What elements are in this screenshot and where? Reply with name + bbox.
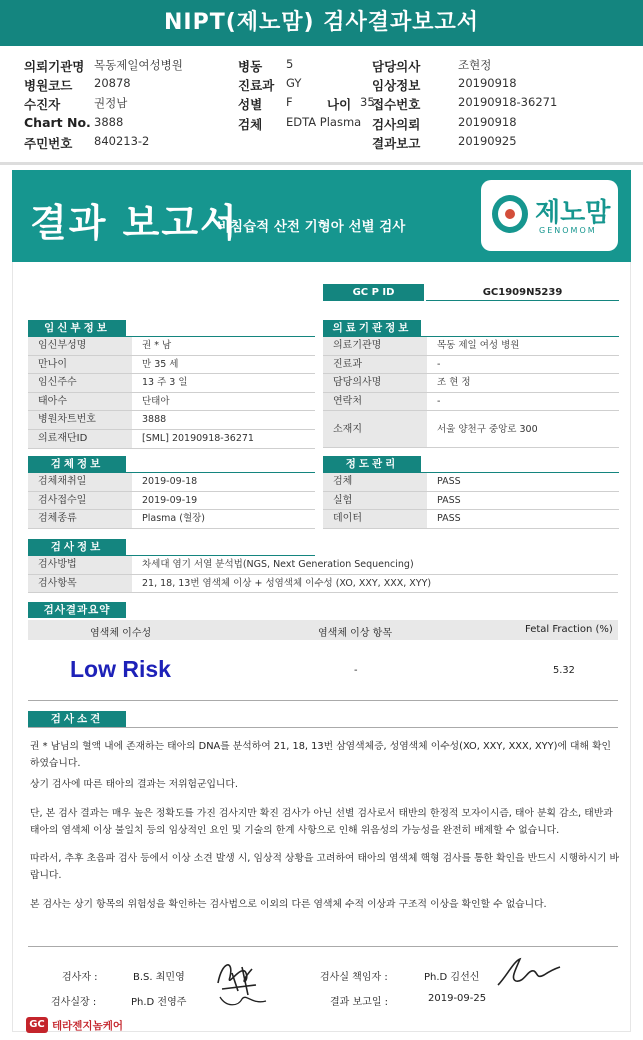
- header-field-value: 840213-2: [94, 134, 150, 148]
- header-field-label: 임상정보: [372, 78, 421, 93]
- header-field-label: 병원코드: [24, 78, 73, 93]
- tester-name: B.S. 최민영: [133, 972, 185, 983]
- institution-row: [323, 337, 619, 356]
- risk-result: Low Risk: [70, 656, 171, 682]
- gc-logo-icon: GC: [26, 1017, 48, 1033]
- patient-row: [28, 411, 315, 430]
- patient-row-label: 의료재단ID: [28, 430, 132, 449]
- header-field-value: 20190918: [458, 115, 517, 129]
- tester-signature: [212, 955, 272, 1010]
- header-field-value: 3888: [94, 115, 124, 129]
- patient-info-tag: 임신부정보: [28, 320, 126, 336]
- patient-row: [28, 356, 315, 375]
- signature-divider: [28, 946, 618, 947]
- patient-row: [28, 393, 315, 412]
- report-date-label: 결과 보고일 :: [330, 997, 389, 1008]
- summary-col-fetal-fraction: Fetal Fraction (%): [525, 624, 613, 635]
- header-field-value: 20190918-36271: [458, 95, 558, 109]
- header-field-label: 성별: [238, 97, 263, 112]
- report-date: 2019-09-25: [428, 993, 487, 1004]
- header-field-label: Chart No.: [24, 115, 91, 130]
- header-field-label: 주민번호: [24, 136, 73, 151]
- institution-info-tag: 의료기관정보: [323, 320, 421, 336]
- header-field-label: 의뢰기관명: [24, 59, 85, 74]
- institution-row-value: -: [437, 358, 441, 370]
- patient-row: [28, 374, 315, 393]
- specimen-row-label: 검체종류: [28, 510, 132, 529]
- patient-row-value: [SML] 20190918-36271: [142, 433, 254, 444]
- summary-col-abnormal-item: 염색체 이상 항목: [318, 628, 392, 639]
- institution-row-value: -: [437, 395, 441, 407]
- test-row-value: 차세대 염기 서열 분석법(NGS, Next Generation Sequencing): [142, 559, 414, 570]
- report-title: NIPT(제노맘) 검사결과보고서: [0, 0, 643, 46]
- logo-text: 제노맘: [535, 198, 611, 228]
- patient-row-label: 태아수: [28, 393, 132, 412]
- institution-row: [323, 356, 619, 375]
- test-row-label: 검사방법: [28, 556, 132, 575]
- header-field-value: 20878: [94, 76, 131, 90]
- patient-row-value: 권 * 남: [142, 340, 172, 351]
- header-field-value: 목동제일여성병원: [94, 58, 183, 72]
- summary-header-row: [28, 620, 618, 640]
- patient-row: [28, 430, 315, 449]
- patient-row-value: 13 주 3 일: [142, 377, 188, 389]
- logo-subtext: GENOMOM: [539, 226, 597, 235]
- gcp-id-value: GC1909N5239: [426, 284, 619, 301]
- summary-tag: 검사결과요약: [28, 602, 126, 618]
- specimen-row-label: 검체채취일: [28, 473, 132, 492]
- manager-label: 검사실 책임자 :: [320, 972, 388, 983]
- qc-row-label: 검체: [323, 473, 427, 492]
- test-info-tag: 검사정보: [28, 539, 126, 555]
- qc-row: [323, 492, 619, 511]
- test-row: [28, 556, 618, 575]
- director-name: Ph.D 전영주: [131, 997, 187, 1008]
- header-age-label: 나이: [327, 97, 352, 112]
- row-divider: [28, 528, 315, 529]
- header-field-value: 권정남: [94, 96, 128, 110]
- header-field-value: F: [286, 95, 293, 109]
- qc-row-value: PASS: [437, 476, 461, 487]
- header-field-value: 5: [286, 57, 294, 71]
- qc-row: [323, 473, 619, 492]
- qc-row-value: PASS: [437, 513, 461, 525]
- header-field-label: 병동: [238, 59, 263, 74]
- specimen-row-label: 검사접수일: [28, 492, 132, 511]
- genomom-logo-icon: [492, 195, 528, 233]
- institution-row-label: 연락처: [323, 393, 427, 412]
- patient-row-label: 임신주수: [28, 374, 132, 393]
- row-divider: [323, 528, 619, 529]
- institution-row-label: 진료과: [323, 356, 427, 375]
- genomom-logo: [481, 180, 618, 251]
- manager-signature: [494, 955, 564, 991]
- specimen-row: [28, 492, 315, 511]
- header-field-label: 접수번호: [372, 97, 421, 112]
- qc-row-label: 데이터: [323, 510, 427, 529]
- header-field-label: 담당의사: [372, 59, 421, 74]
- institution-row-value: 서울 양천구 중앙로 300: [437, 424, 538, 436]
- specimen-row: [28, 510, 315, 529]
- tester-label: 검사자 :: [62, 972, 98, 983]
- patient-row-label: 병원차트번호: [28, 411, 132, 430]
- test-row: [28, 575, 618, 594]
- summary-divider: [28, 700, 618, 701]
- patient-row: [28, 337, 315, 356]
- header-field-value: 20190925: [458, 134, 517, 148]
- header-field-label: 결과보고: [372, 136, 421, 151]
- header-field-label: 진료과: [238, 78, 275, 93]
- row-divider: [28, 592, 618, 593]
- director-label: 검사실장 :: [51, 997, 97, 1008]
- findings-paragraph-4: 따라서, 추후 초음파 검사 등에서 이상 소견 발생 시, 임상적 상황을 고려하여 태아의 염색체 핵형 검사를 통한 확인을 반드시 시행하시기 바랍니다.: [30, 853, 620, 881]
- manager-name: Ph.D 김선신: [424, 972, 480, 983]
- row-divider: [323, 447, 619, 448]
- findings-paragraph-1: 권 * 남님의 혈액 내에 존재하는 태아의 DNA를 분석하여 21, 18, 13번 삼염색체증, 성염색체 이수성(XO, XXY, XXX, XYY)에 대해 확인하였습니다.: [30, 741, 612, 769]
- patient-row-label: 만나이: [28, 356, 132, 375]
- institution-row-value: 목동 제일 여성 병원: [437, 340, 520, 351]
- company-name: 테라젠지놈케어: [52, 1020, 124, 1032]
- header-age-value: 35: [360, 95, 375, 109]
- summary-col-aneuploidy: 염색체 이수성: [90, 628, 152, 639]
- qc-row-value: PASS: [437, 494, 461, 506]
- patient-row-value: 3888: [142, 414, 167, 426]
- institution-row-value: 조 현 정: [437, 377, 471, 389]
- qc-row-label: 실험: [323, 492, 427, 511]
- findings-paragraph-5: 본 검사는 상기 항목의 위험성을 확인하는 검사법으로 이외의 다른 염색체 수적 이상과 구조적 이상을 확인할 수 없습니다.: [30, 899, 547, 910]
- summary-abnormal-item: -: [354, 665, 358, 676]
- banner-title: 결과 보고서: [30, 201, 239, 245]
- specimen-row-value: 2019-09-18: [142, 476, 198, 487]
- header-field-label: 검사의뢰: [372, 117, 421, 132]
- header-divider: [0, 162, 643, 165]
- institution-row-label: 담당의사명: [323, 374, 427, 393]
- institution-row: [323, 374, 619, 393]
- findings-tag: 검사소견: [28, 711, 126, 727]
- header-field-label: 수진자: [24, 97, 61, 112]
- institution-row-label: 소재지: [323, 411, 427, 448]
- patient-row-value: 단태아: [142, 395, 170, 407]
- header-field-value: 조현정: [458, 58, 492, 72]
- findings-paragraph-3: 단, 본 검사 결과는 매우 높은 정확도를 가진 검사지만 확진 검사가 아닌 선별 검사로서 태반의 한정적 모자이시즘, 태아 분획 감소, 태반과 태아의 염색체 이상 불일치 등의 임상적인 요인 및 기술의 한계 사항으로 인해 위음성의 가능성을 완전히 배제할 수 없습니다.: [30, 808, 613, 836]
- specimen-row: [28, 473, 315, 492]
- patient-row-value: 만 35 세: [142, 358, 179, 370]
- findings-divider: [28, 727, 618, 728]
- specimen-row-value: Plasma (혈장): [142, 513, 206, 525]
- header-field-value: EDTA Plasma: [286, 115, 362, 129]
- summary-fetal-fraction: 5.32: [553, 665, 575, 676]
- test-row-value: 21, 18, 13번 염색체 이상 + 성염색체 이수성 (XO, XXY, XXX, XYY): [142, 577, 432, 589]
- row-divider: [28, 448, 315, 449]
- qc-row: [323, 510, 619, 529]
- institution-row-label: 의료기관명: [323, 337, 427, 356]
- quality-control-tag: 정도관리: [323, 456, 421, 472]
- header-field-value: GY: [286, 76, 302, 90]
- findings-paragraph-2: 상기 검사에 따른 태아의 결과는 저위험군입니다.: [30, 779, 238, 790]
- gcp-id-label: GC P ID: [323, 284, 424, 301]
- institution-row: [323, 411, 619, 448]
- header-field-label: 검체: [238, 117, 263, 132]
- patient-row-label: 임신부성명: [28, 337, 132, 356]
- specimen-info-tag: 검체정보: [28, 456, 126, 472]
- institution-row: [323, 393, 619, 412]
- test-row-label: 검사항목: [28, 575, 132, 594]
- specimen-row-value: 2019-09-19: [142, 494, 198, 506]
- header-field-value: 20190918: [458, 76, 517, 90]
- banner-subtitle: 비침습적 산전 기형아 선별 검사: [217, 219, 406, 235]
